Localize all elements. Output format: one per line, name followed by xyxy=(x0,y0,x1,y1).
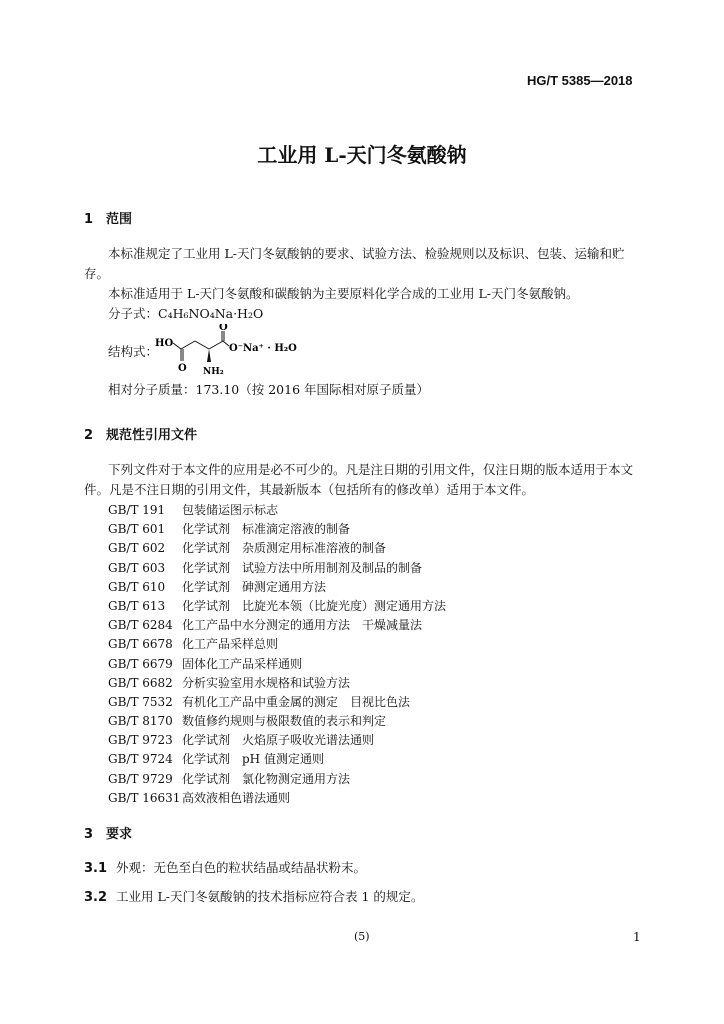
reference-title: 数值修约规则与极限数值的表示和判定 xyxy=(182,714,387,729)
reference-item xyxy=(108,693,446,712)
reference-code: GB/T 191 xyxy=(108,503,166,517)
reference-title: 分析实验室用水规格和试验方法 xyxy=(182,675,351,690)
clause-3-1 xyxy=(84,858,366,878)
reference-title: 化学试剂 pH 值测定通则 xyxy=(182,752,324,767)
page-number: 1 xyxy=(633,930,641,944)
structure-label: 结构式： xyxy=(108,344,159,359)
reference-item xyxy=(108,731,446,750)
reference-item xyxy=(108,770,446,789)
reference-title: 化工产品中水分测定的通用方法 干燥减量法 xyxy=(182,618,423,633)
reference-code: GB/T 603 xyxy=(108,560,166,575)
reference-code: GB/T 9723 xyxy=(108,733,173,748)
structural-formula xyxy=(155,324,315,376)
reference-code: GB/T 601 xyxy=(108,522,166,537)
structure-o-top: O xyxy=(219,324,228,333)
structure-salt: O⁻Na⁺ · H₂O xyxy=(229,343,297,354)
reference-title: 有机化工产品中重金属的测定 目视比色法 xyxy=(182,694,411,709)
reference-title: 化学试剂 试验方法中所用制剂及制品的制备 xyxy=(182,560,423,575)
reference-code: GB/T 6679 xyxy=(108,656,173,671)
reference-item xyxy=(108,674,446,693)
document-title: 工业用 L-天门冬氨酸钠 xyxy=(257,143,467,167)
section-2-heading: 2 规范性引用文件 xyxy=(84,428,198,443)
reference-title: 化学试剂 比旋光本领（比旋光度）测定通用方法 xyxy=(182,598,447,613)
reference-item xyxy=(108,520,446,539)
structure-ho: HO xyxy=(155,338,174,349)
reference-code: GB/T 6678 xyxy=(108,637,173,652)
clause-3-2 xyxy=(84,887,423,907)
section-2-intro: 下列文件对于本文件的应用是必不可少的。凡是注日期的引用文件，仅注日期的版本适用于本文件。凡是不注日期的引用文件，其最新版本（包括所有的修改单）适用于本文件。 xyxy=(84,462,634,497)
reference-code: GB/T 7532 xyxy=(108,694,173,709)
reference-item xyxy=(108,655,446,674)
structure-o-bottom: O xyxy=(178,363,187,374)
clause-3-2-text: 工业用 L-天门冬氨酸钠的技术指标应符合表 1 的规定。 xyxy=(116,889,424,904)
reference-code: GB/T 613 xyxy=(108,598,166,613)
reference-title: 包装储运图示标志 xyxy=(182,503,279,517)
reference-list xyxy=(108,501,446,808)
reference-code: GB/T 602 xyxy=(108,541,166,556)
reference-code: GB/T 9729 xyxy=(108,771,173,786)
reference-title: 化学试剂 氯化物测定通用方法 xyxy=(182,771,351,786)
reference-title: 化工产品采样总则 xyxy=(182,637,279,652)
footer-center-number: (5) xyxy=(354,930,370,943)
reference-title: 高效液相色谱法通则 xyxy=(182,790,291,805)
reference-code: GB/T 610 xyxy=(108,579,166,594)
reference-title: 固体化工产品采样通则 xyxy=(182,656,303,671)
molecular-formula-line xyxy=(108,304,263,323)
reference-title: 化学试剂 标准滴定溶液的制备 xyxy=(182,522,351,537)
structure-nh2: NH₂ xyxy=(203,367,224,376)
reference-code: GB/T 6284 xyxy=(108,618,173,633)
clause-3-1-text: 外观：无色至白色的粒状结晶或结晶状粉末。 xyxy=(116,860,367,875)
reference-item xyxy=(108,789,446,808)
reference-code: GB/T 6682 xyxy=(108,675,173,690)
reference-item xyxy=(108,635,446,654)
section-3-heading: 3 要求 xyxy=(84,827,133,842)
reference-item xyxy=(108,539,446,558)
reference-item xyxy=(108,501,446,520)
clause-3-2-number: 3.2 xyxy=(84,890,108,905)
section-1-heading: 1 范围 xyxy=(84,212,133,227)
reference-item xyxy=(108,616,446,635)
section-1-paragraph-applicability: 本标准适用于 L-天门冬氨酸和碳酸钠为主要原料化学合成的工业用 L-天门冬氨酸钠。 xyxy=(108,286,579,301)
reference-code: GB/T 8170 xyxy=(108,714,173,729)
molecular-formula: C₄H₆NO₄Na·H₂O xyxy=(158,306,264,321)
reference-title: 化学试剂 杂质测定用标准溶液的制备 xyxy=(182,541,387,556)
reference-item xyxy=(108,750,446,769)
reference-item xyxy=(108,578,446,597)
reference-title: 化学试剂 砷测定通用方法 xyxy=(182,579,327,594)
reference-item xyxy=(108,559,446,578)
molecular-mass-line: 相对分子质量：173.10（按 2016 年国际相对原子质量） xyxy=(108,382,429,397)
reference-item xyxy=(108,712,446,731)
standard-code: HG/T 5385—2018 xyxy=(527,73,633,88)
reference-code: GB/T 9724 xyxy=(108,752,173,767)
molecular-formula-label: 分子式： xyxy=(108,306,159,321)
section-1-paragraph-scope: 本标准规定了工业用 L-天门冬氨酸钠的要求、试验方法、检验规则以及标识、包装、运输和贮存。 xyxy=(84,246,625,281)
reference-title: 化学试剂 火焰原子吸收光谱法通则 xyxy=(182,733,375,748)
reference-item xyxy=(108,597,446,616)
reference-code: GB/T 16631 xyxy=(108,790,181,805)
clause-3-1-number: 3.1 xyxy=(84,861,108,876)
